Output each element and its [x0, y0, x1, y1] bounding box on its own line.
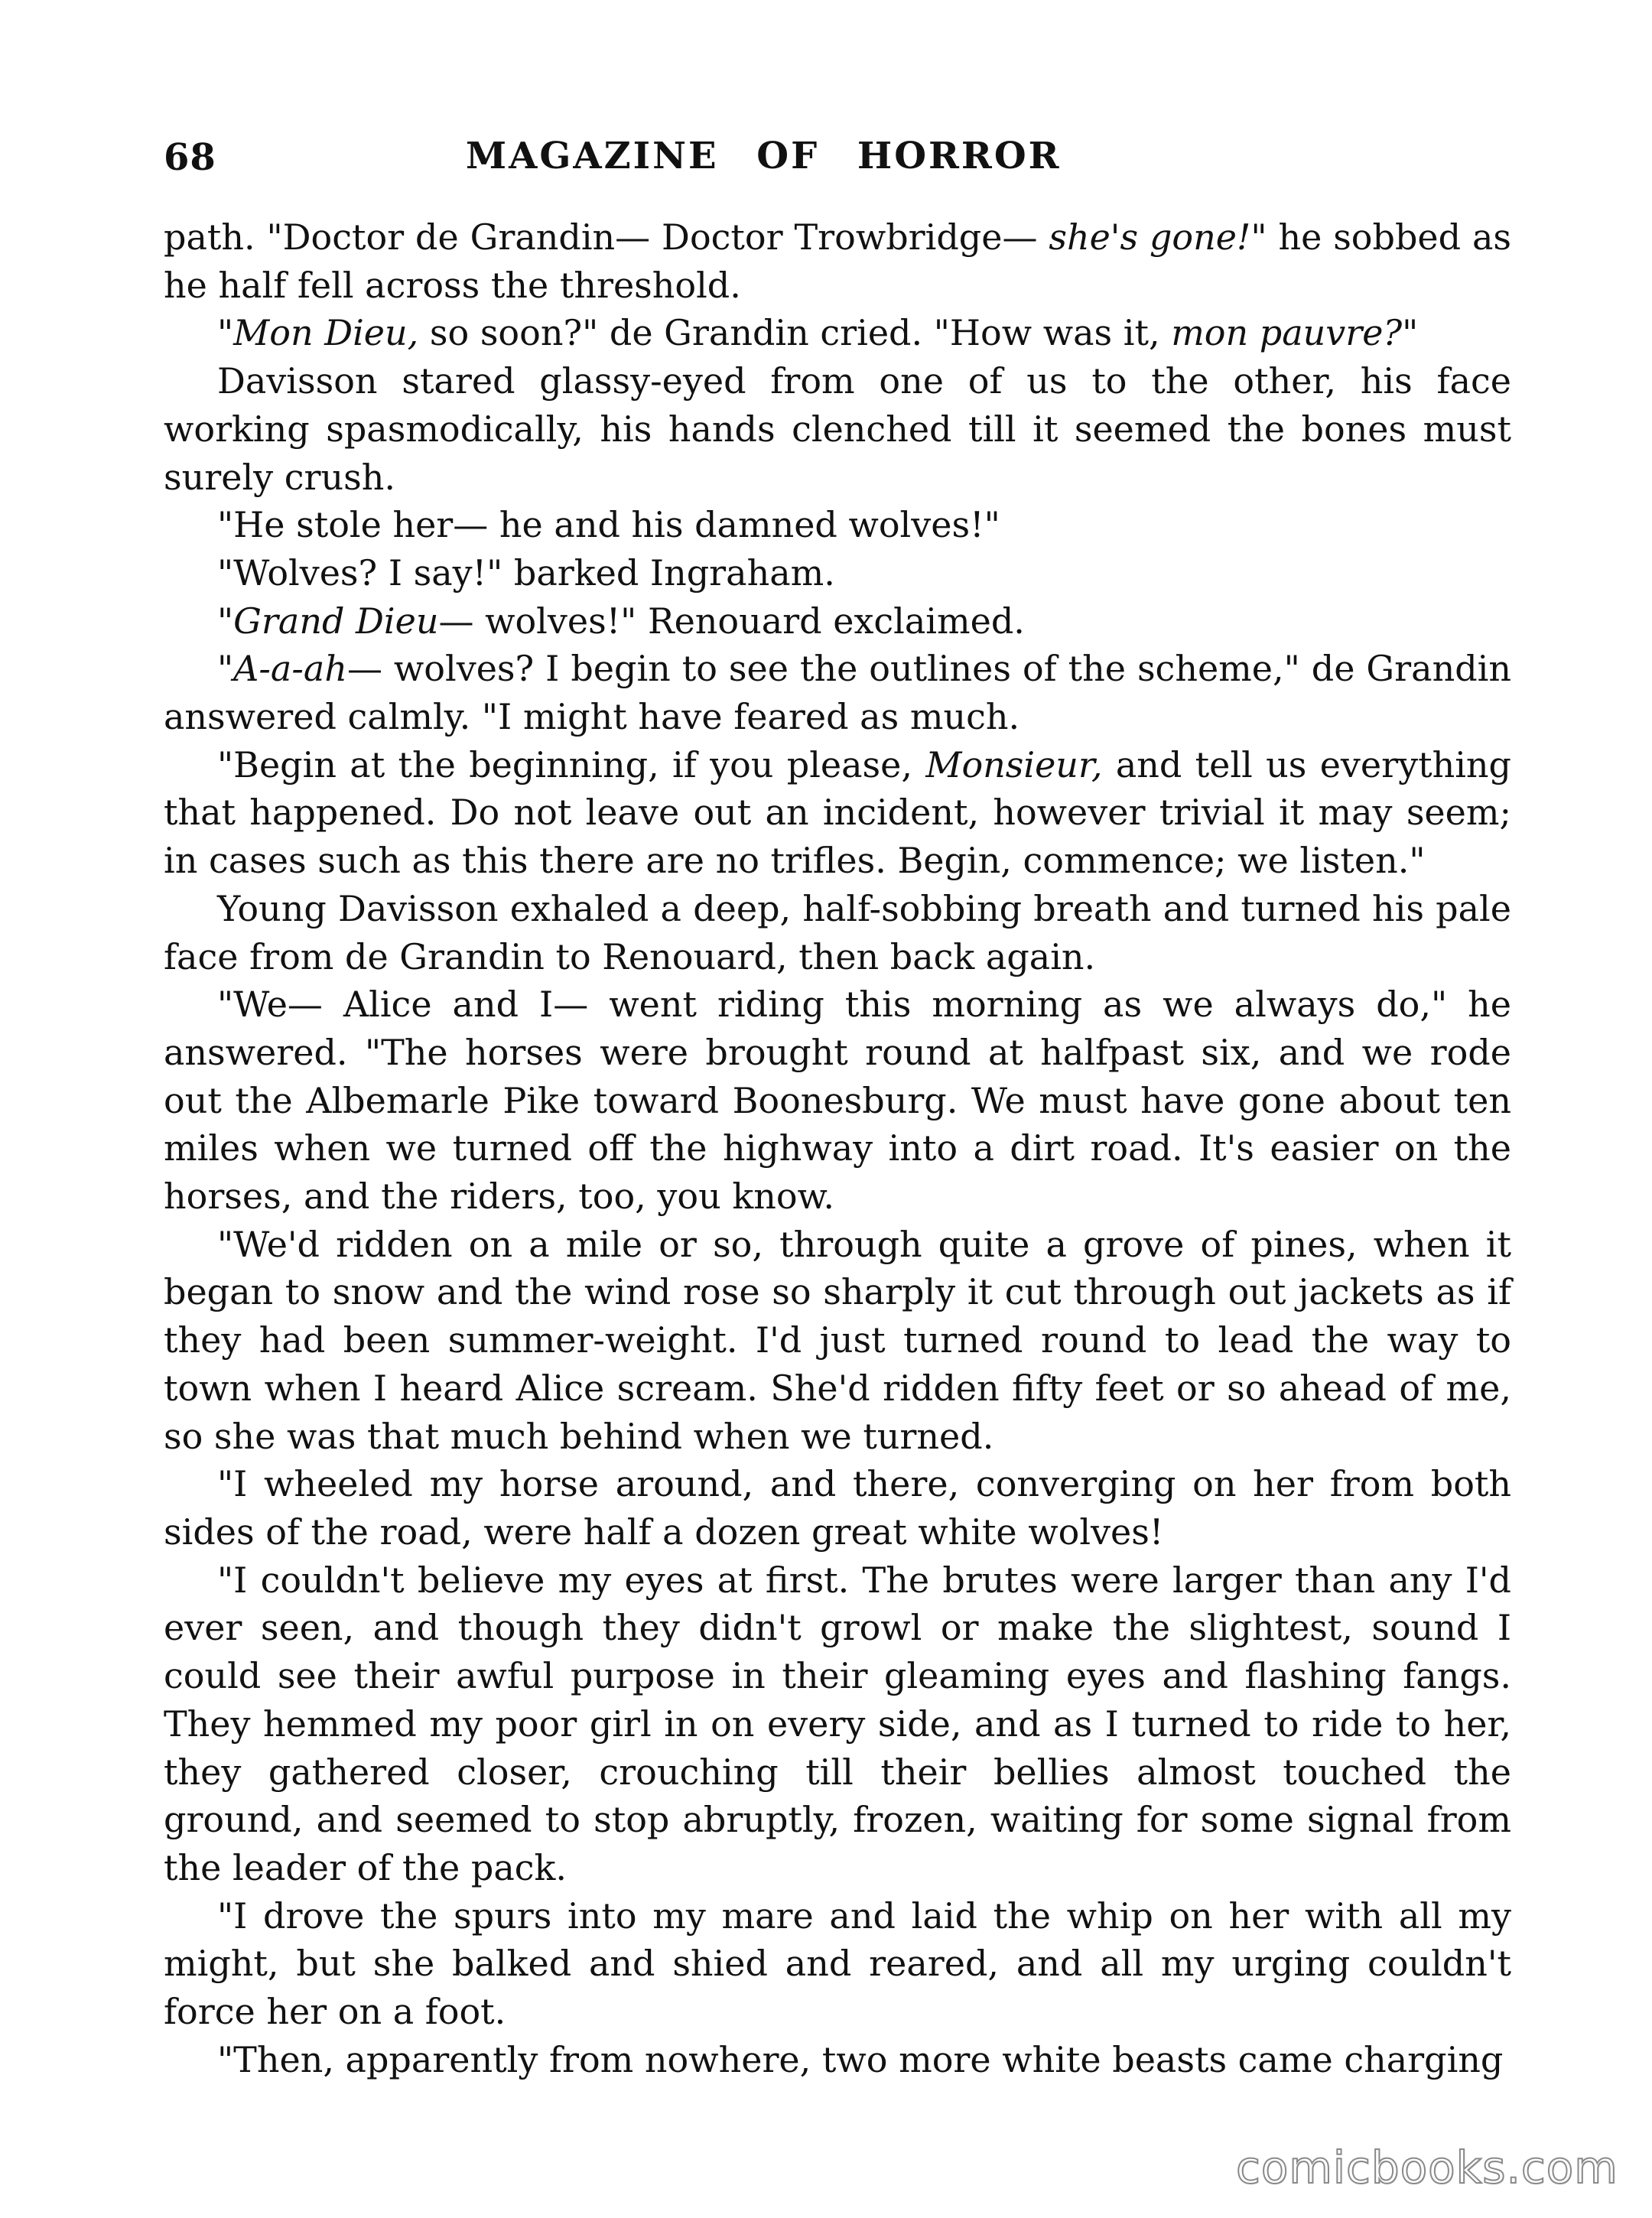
- text-run: "Wolves? I say!" barked Ingraham.: [217, 551, 835, 594]
- text-run: — wolves? I begin to see the outlines of the scheme," de Grandin answered calmly. "I might have feared as much.: [164, 648, 1511, 738]
- story-paragraph: [164, 741, 1511, 885]
- story-paragraph: [164, 2036, 1511, 2084]
- text-run: — wolves!" Renouard exclaimed.: [438, 600, 1025, 642]
- story-paragraph: [164, 885, 1511, 981]
- page-header: [164, 128, 1510, 182]
- story-paragraph: [164, 549, 1511, 597]
- text-run: "I wheeled my horse around, and there, converging on her from both sides of the road, were half a dozen great white wolves!: [164, 1463, 1511, 1553]
- italic-text: mon pauvre?: [1171, 312, 1403, 354]
- story-paragraph: [164, 213, 1511, 309]
- story-paragraph: [164, 1892, 1511, 2036]
- story-paragraph: [164, 501, 1511, 549]
- text-run: so soon?" de Grandin cried. "How was it,: [418, 312, 1172, 354]
- text-run: ": [217, 600, 234, 642]
- text-run: ": [1402, 312, 1419, 354]
- text-run: "He stole her— he and his damned wolves!": [217, 504, 1000, 546]
- text-run: "We'd ridden on a mile or so, through quite a grove of pines, when it began to snow and the wind rose so sharply it cut through out jackets as if they had been summer-weight. I'd just turned round to lead the way to town when I heard Alice scream. She'd ridden fifty feet or so ahead of me, so she was that much behind when we turned.: [164, 1223, 1511, 1457]
- story-paragraph: [164, 1460, 1511, 1556]
- text-run: Young Davisson exhaled a deep, half-sobbing breath and turned his pale face from de Grandin to Renouard, then back again.: [164, 887, 1511, 977]
- italic-text: Grand Dieu: [233, 600, 439, 642]
- text-run: ": [217, 648, 234, 690]
- italic-text: A-a-ah: [233, 648, 347, 690]
- story-paragraph: [164, 597, 1511, 646]
- text-run: "I drove the spurs into my mare and laid the whip on her with all my might, but she balked and shied and reared, and all my urging couldn't force her on a foot.: [164, 1894, 1511, 2033]
- italic-text: Monsieur,: [925, 743, 1103, 785]
- story-text: [164, 213, 1511, 2083]
- text-run: "We— Alice and I— went riding this morning as we always do," he answered. "The horses were brought round at halfpast six, and we rode out the Albemarle Pike toward Boonesburg. We must have gone about ten miles when we turned off the highway into a dirt road. It's easier on the horses, and the riders, too, you know.: [164, 984, 1511, 1218]
- story-paragraph: [164, 1221, 1511, 1461]
- text-run: "I couldn't believe my eyes at first. The brutes were larger than any I'd ever seen, and though they didn't growl or make the slightest, sound I could see their awful purpose in their gleaming eyes and flashing fangs. They hemmed my poor girl in on every side, and as I turned to ride to her, they gathered closer, crouching till their bellies almost touched the ground, and seemed to stop abruptly, frozen, waiting for some signal from the leader of the pack.: [164, 1559, 1511, 1888]
- text-run: "Begin at the beginning, if you please,: [217, 743, 926, 785]
- story-paragraph: [164, 645, 1511, 740]
- story-paragraph: [164, 1556, 1511, 1892]
- italic-text: Mon Dieu,: [233, 312, 419, 354]
- story-paragraph: [164, 309, 1511, 357]
- page-number: 68: [164, 136, 216, 179]
- text-run: " he sobbed as he half fell across the threshold.: [164, 216, 1511, 306]
- running-title: MAGAZINE OF HORROR: [466, 135, 1062, 177]
- italic-text: she's gone!: [1049, 216, 1251, 258]
- text-run: "Then, apparently from nowhere, two more white beasts came charging: [217, 2038, 1504, 2080]
- story-paragraph: [164, 357, 1511, 501]
- text-run: path. "Doctor de Grandin— Doctor Trowbridge—: [164, 216, 1049, 258]
- text-run: and tell us everything that happened. Do not leave out an incident, however trivial it may seem; in cases such as this there are no trifles. Begin, commence; we listen.": [164, 743, 1512, 882]
- text-run: Davisson stared glassy-eyed from one of us to the other, his face working spasmodically, his hands clenched till it seemed the bones must surely crush.: [164, 360, 1511, 498]
- watermark: comicbooks.com: [1236, 2142, 1618, 2194]
- story-paragraph: [164, 981, 1511, 1221]
- text-run: ": [217, 312, 234, 354]
